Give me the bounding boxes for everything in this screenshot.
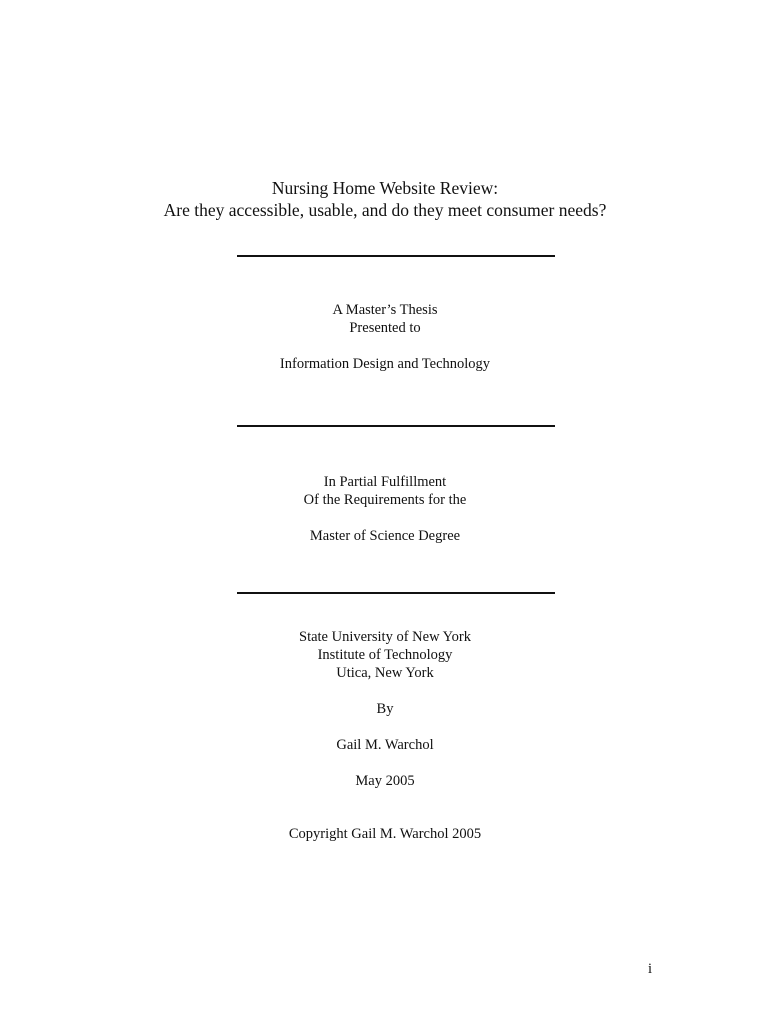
copyright-notice: Copyright Gail M. Warchol 2005 bbox=[288, 826, 482, 842]
divider-rule-2 bbox=[237, 425, 555, 427]
by-label: By bbox=[376, 701, 394, 717]
title-line-1: Nursing Home Website Review: bbox=[271, 178, 499, 198]
divider-rule-3 bbox=[237, 592, 555, 594]
title-line-2: Are they accessible, usable, and do they meet consumer needs? bbox=[163, 200, 607, 220]
thesis-line-2: Presented to bbox=[349, 320, 421, 336]
fulfillment-line-2: Of the Requirements for the bbox=[303, 492, 467, 508]
institution-line-1: State University of New York bbox=[299, 629, 471, 645]
author-name: Gail M. Warchol bbox=[336, 737, 434, 753]
program-name: Information Design and Technology bbox=[279, 356, 491, 372]
fulfillment-line-1: In Partial Fulfillment bbox=[323, 474, 447, 490]
divider-rule-1 bbox=[237, 255, 555, 257]
institution-line-3: Utica, New York bbox=[336, 665, 434, 681]
submission-date: May 2005 bbox=[355, 773, 415, 789]
degree-name: Master of Science Degree bbox=[309, 528, 461, 544]
page-number: i bbox=[648, 961, 653, 977]
institution-line-2: Institute of Technology bbox=[317, 647, 453, 663]
thesis-line-1: A Master’s Thesis bbox=[332, 302, 438, 318]
